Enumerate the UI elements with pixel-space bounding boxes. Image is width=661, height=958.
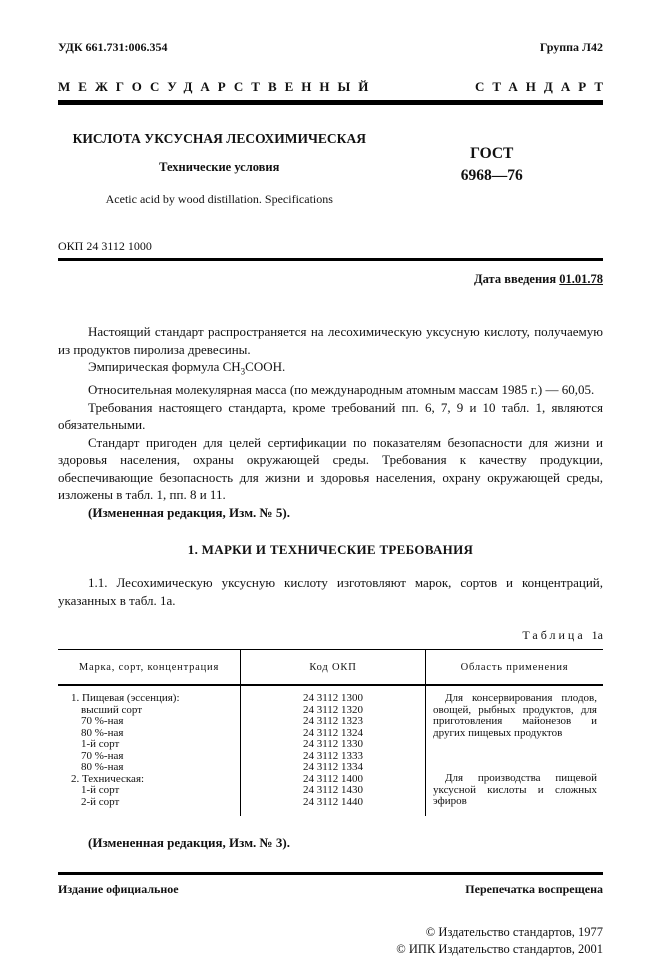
table-row-code: 24 3112 1330 <box>302 738 364 751</box>
table-caption-number: 1а <box>591 628 603 643</box>
copyright-line-2001: © ИПК Издательство стандартов, 2001 <box>396 942 603 957</box>
banner-word-2: СТАНДАРТ <box>474 79 611 94</box>
introduction-date-value: 01.01.78 <box>559 272 603 286</box>
paragraph-scope: Настоящий стандарт распространяется на лесохимическую уксусную кислоту, получаемую из продуктов пиролиза древесины. <box>58 324 603 357</box>
table-row-mark: высший сорт <box>81 703 143 716</box>
table-row-mark: 70 %-ная <box>81 749 124 762</box>
official-edition-label: Издание официальное <box>58 882 179 897</box>
table-caption-word: Таблица <box>522 628 586 643</box>
footer-row <box>58 882 603 897</box>
table-header-row <box>58 650 603 686</box>
table-row-code: 24 3112 1400 <box>302 772 364 785</box>
banner-rule <box>58 100 603 105</box>
standard-banner <box>58 79 611 95</box>
gost-designation <box>381 143 603 186</box>
table-header-okp: Код ОКП <box>240 650 426 684</box>
table-row-code: 24 3112 1333 <box>302 749 364 762</box>
table-caption <box>58 628 603 643</box>
table-row-code: 24 3112 1300 <box>302 692 364 705</box>
formula-prefix: Эмпирическая формула CH <box>88 359 241 374</box>
gost-number: 6968—76 <box>460 166 523 184</box>
table-col-codes <box>240 686 426 816</box>
table-row-mark: 1. Пищевая (эссенция): <box>71 692 180 705</box>
title-right <box>381 131 603 207</box>
table-row-mark: 70 %-ная <box>81 715 124 728</box>
table-row-code: 24 3112 1320 <box>302 703 364 716</box>
amendment-note-5: (Измененная редакция, Изм. № 5). <box>88 504 290 520</box>
introduction-date <box>58 272 603 287</box>
table-row-code: 24 3112 1334 <box>302 761 364 774</box>
paragraph-requirements: Требования настоящего стандарта, кроме требований пп. 6, 7, 9 и 10 табл. 1, являются обязательными. <box>58 399 603 433</box>
table-row-mark: 80 %-ная <box>81 726 124 739</box>
table-row-code: 24 3112 1430 <box>302 784 364 797</box>
application-food: Для консервирования плодов, овощей, рыбных продуктов, для приготовления майонезов и других пищевых продуктов <box>433 692 597 739</box>
okp-rule <box>58 258 603 261</box>
gost-label: ГОСТ <box>470 145 514 162</box>
table-header-mark: Марка, сорт, концентрация <box>78 661 220 673</box>
table-row-code: 24 3112 1324 <box>302 726 364 739</box>
table-1a <box>58 649 603 816</box>
table-col-applications <box>426 686 603 816</box>
table-header-application: Область применения <box>460 661 569 673</box>
intro-paragraphs <box>58 323 603 521</box>
paragraph-1-1: 1.1. Лесохимическую уксусную кислоту изготовляют марок, сортов и концентраций, указанных в табл. 1а. <box>58 575 603 608</box>
table-row-mark: 1-й сорт <box>81 784 120 797</box>
table-body <box>58 686 603 816</box>
paragraph-certification: Стандарт пригоден для целей сертификации по показателям безопасности для жизни и здоровья населения, охраны окружающей среды. Требования к качеству продукции, обеспечивающие безопасность для жизни и здоровья населения, охрану окружающей среды, изложены в табл. 1, пп. 8 и 11. <box>58 434 603 503</box>
table-col-marks <box>58 686 240 816</box>
copyright-line-1977: © Издательство стандартов, 1977 <box>425 925 603 940</box>
document-title: КИСЛОТА УКСУСНАЯ ЛЕСОХИМИЧЕСКАЯ <box>72 131 366 146</box>
application-technical: Для производства пищевой уксусной кислоты и сложных эфиров <box>433 772 597 808</box>
paragraph-molecular-mass: Относительная молекулярная масса (по международным атомным массам 1985 г.) — 60,05. <box>88 382 595 398</box>
table-row-code: 24 3112 1440 <box>302 795 364 808</box>
title-left <box>58 131 381 207</box>
okp-code: ОКП 24 3112 1000 <box>58 239 152 253</box>
formula-subscript: 3 <box>240 366 246 377</box>
formula-suffix: COOH. <box>245 359 286 374</box>
copyright-block <box>58 924 603 958</box>
table-row-mark: 1-й сорт <box>81 738 120 751</box>
udk-row <box>58 40 603 55</box>
group-code: Группа Л42 <box>539 40 603 54</box>
title-area <box>58 131 603 207</box>
paragraph-formula <box>58 358 603 381</box>
table-row-mark: 2. Техническая: <box>71 772 145 785</box>
amendment-note-3: (Измененная редакция, Изм. № 3). <box>88 835 290 851</box>
table-row-mark: 2-й сорт <box>81 795 120 808</box>
introduction-date-label: Дата введения <box>474 272 560 286</box>
table-row-code: 24 3112 1323 <box>302 715 364 728</box>
table-row-mark: 80 %-ная <box>81 761 124 774</box>
document-subtitle: Технические условия <box>159 160 280 174</box>
section-1-heading: 1. МАРКИ И ТЕХНИЧЕСКИЕ ТРЕБОВАНИЯ <box>187 542 474 558</box>
udk-code: УДК 661.731:006.354 <box>58 40 168 54</box>
document-title-english: Acetic acid by wood distillation. Specifications <box>105 192 333 206</box>
banner-word-1: МЕЖГОСУДАРСТВЕННЫЙ <box>58 79 377 94</box>
footer-rule <box>58 872 603 875</box>
reprint-prohibited-label: Перепечатка воспрещена <box>465 882 603 897</box>
